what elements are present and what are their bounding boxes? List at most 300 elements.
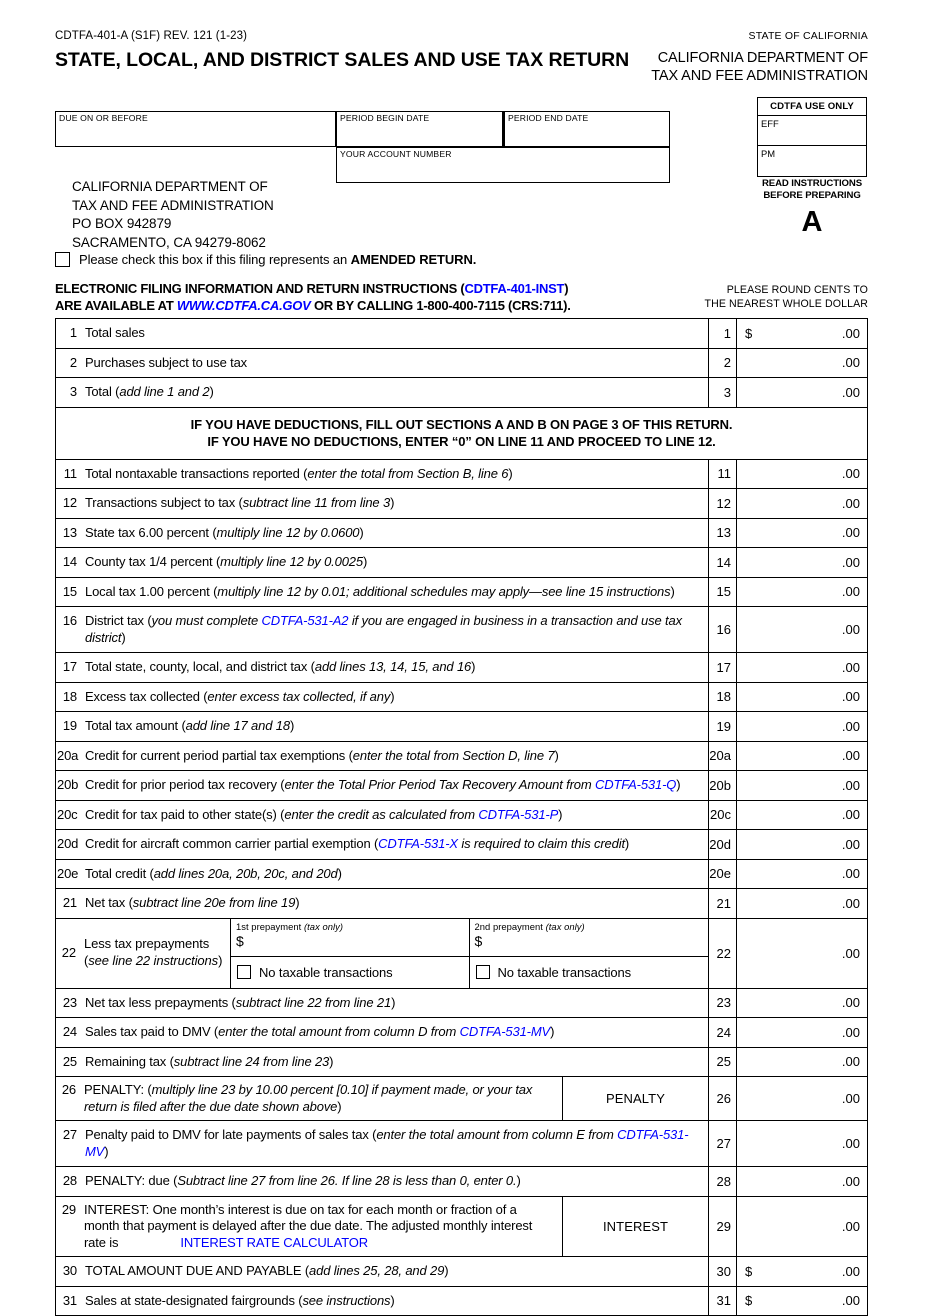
line-20a-label-italic: enter the total from Section D, line 7 xyxy=(352,747,555,763)
table-row-line-27 xyxy=(56,1121,868,1167)
line-23-label-close: ) xyxy=(391,994,396,1010)
line-30-label: TOTAL AMOUNT DUE AND PAYABLE ( xyxy=(85,1263,310,1279)
line-20b-number: 20b xyxy=(57,777,79,793)
efile-line2-text: ARE AVAILABLE AT xyxy=(55,298,177,314)
line-30-description-cell xyxy=(56,1257,709,1287)
prepayment-1-caption: 1st prepayment xyxy=(236,920,304,932)
department-title-line1: CALIFORNIA DEPARTMENT OF xyxy=(657,50,868,66)
line-26-amount-cell[interactable] xyxy=(737,1077,868,1121)
line-20e-number: 20e xyxy=(57,865,79,881)
line-17-number: 17 xyxy=(62,659,77,675)
prepayment-1-dollar-sign: $ xyxy=(236,932,244,949)
line-24-label-close: ) xyxy=(550,1024,555,1040)
line-22-number-col: 22 xyxy=(709,918,737,988)
line-14-label: County tax 1/4 percent ( xyxy=(85,554,221,570)
line-25-amount: .00 xyxy=(841,1054,860,1070)
line-24-description-cell xyxy=(56,1018,709,1048)
line-20c-amount: .00 xyxy=(841,807,860,823)
line-17-label: Total state, county, local, and district tax ( xyxy=(85,659,315,675)
line-13-description-cell xyxy=(56,518,709,548)
line-24-label: Sales tax paid to DMV ( xyxy=(85,1024,219,1040)
line-23-label-italic: subtract line 22 from line 21 xyxy=(235,994,392,1010)
line-19-description-cell xyxy=(56,712,709,742)
line-1-number-col: 1 xyxy=(709,319,737,349)
amended-return-text: Please check this box if this filing represents an xyxy=(79,252,351,267)
line-31-label-close: ) xyxy=(390,1292,395,1308)
line-31-label: Sales at state-designated fairgrounds ( xyxy=(85,1292,303,1308)
line-20a-label: Credit for current period partial tax exemptions ( xyxy=(85,747,353,763)
department-title xyxy=(651,50,868,85)
line-28-amount: .00 xyxy=(841,1173,860,1189)
line-29-label: INTEREST: One month’s interest is due on tax for each month or fraction of a month that payment is delayed after the due date. The adjusted monthly interest rate is xyxy=(84,1201,533,1250)
line-2-amount: .00 xyxy=(841,355,860,371)
return-address-line4: SACRAMENTO, CA 94279-8062 xyxy=(72,234,266,250)
table-row-line-26 xyxy=(56,1077,868,1121)
line-18-number-col: 18 xyxy=(709,682,737,712)
line-15-number-col: 15 xyxy=(709,577,737,607)
line-1-amount-cell[interactable] xyxy=(737,319,868,349)
line-28-label-close: ) xyxy=(516,1173,521,1189)
line-20a-number-col: 20a xyxy=(709,741,737,771)
line-28-label: PENALTY: due ( xyxy=(85,1173,178,1189)
due-on-or-before-field[interactable] xyxy=(55,111,336,147)
line-23-description-cell xyxy=(56,988,709,1018)
read-instructions-line2: BEFORE PREPARING xyxy=(763,189,861,201)
prepayment-1-no-taxable-label: No taxable transactions xyxy=(259,964,393,980)
electronic-filing-note xyxy=(55,280,571,314)
line-20b-amount-cell[interactable] xyxy=(737,771,868,801)
line-26-number: 26 xyxy=(61,1082,76,1098)
line-19-label: Total tax amount ( xyxy=(85,718,186,734)
line-20d-amount: .00 xyxy=(841,836,860,852)
line-19-amount-cell[interactable] xyxy=(737,712,868,742)
line-20c-label-close: ) xyxy=(558,806,563,822)
line-23-number-col: 23 xyxy=(709,988,737,1018)
line-25-label-close: ) xyxy=(329,1053,334,1069)
line-20b-amount: .00 xyxy=(841,777,860,793)
line-11-amount-cell[interactable] xyxy=(737,459,868,489)
amended-return-label xyxy=(79,252,476,267)
line-30-label-italic: add lines 25, 28, and 29 xyxy=(309,1263,445,1279)
line-24-amount-cell[interactable] xyxy=(737,1018,868,1048)
line-20e-amount: .00 xyxy=(841,866,860,882)
cdtfa-531-x-link[interactable]: CDTFA-531-X xyxy=(378,836,458,852)
line-20c-label-italic1: enter the credit as calculated from xyxy=(284,806,479,822)
line-29-amount: .00 xyxy=(841,1218,860,1234)
line-3-number-col: 3 xyxy=(709,378,737,408)
state-of-california-label: STATE OF CALIFORNIA xyxy=(748,30,868,42)
line-28-amount-cell[interactable] xyxy=(737,1167,868,1197)
line-17-amount: .00 xyxy=(841,659,860,675)
line-25-number: 25 xyxy=(62,1053,77,1069)
line-31-label-italic: see instructions xyxy=(302,1292,391,1308)
table-row-line-3 xyxy=(56,378,868,408)
line-3-label: Total ( xyxy=(85,384,120,399)
line-2-number: 2 xyxy=(69,354,77,370)
line-21-label: Net tax ( xyxy=(85,895,133,911)
line-22-label: Less tax prepayments xyxy=(84,936,210,952)
line-14-number-col: 14 xyxy=(709,548,737,578)
amended-return-row xyxy=(55,252,476,267)
line-23-label: Net tax less prepayments ( xyxy=(85,994,236,1010)
round-cents-line2: THE NEAREST WHOLE DOLLAR xyxy=(704,297,868,310)
line-12-label: Transactions subject to tax ( xyxy=(85,495,243,511)
line-19-number-col: 19 xyxy=(709,712,737,742)
line-30-number: 30 xyxy=(62,1263,77,1279)
line-2-amount-cell[interactable] xyxy=(737,348,868,378)
table-row-line-1 xyxy=(56,319,868,349)
prepayment-1-caption-italic: (tax only) xyxy=(303,920,344,932)
line-13-number: 13 xyxy=(62,524,77,540)
table-row-line-11 xyxy=(56,459,868,489)
line-13-label: State tax 6.00 percent ( xyxy=(85,524,217,540)
line-20c-label: Credit for tax paid to other state(s) ( xyxy=(85,806,285,822)
line-19-label-close: ) xyxy=(289,718,295,734)
line-21-amount-cell[interactable] xyxy=(737,889,868,919)
line-12-description-cell xyxy=(56,489,709,519)
tax-computation-table xyxy=(55,318,868,1316)
line-13-number-col: 13 xyxy=(709,518,737,548)
table-row-line-20a xyxy=(56,741,868,771)
line-12-amount: .00 xyxy=(841,495,860,511)
line-11-number-col: 11 xyxy=(709,459,737,489)
prepayment-2-caption-italic: (tax only) xyxy=(545,920,585,932)
line-20b-description-cell xyxy=(56,771,709,801)
line-18-label-italic: enter excess tax collected, if any xyxy=(207,688,391,704)
return-address-line3: PO BOX 942879 xyxy=(72,216,172,232)
line-14-amount-cell[interactable] xyxy=(737,548,868,578)
line-26-number-col: 26 xyxy=(709,1077,737,1121)
line-25-amount-cell[interactable] xyxy=(737,1047,868,1077)
line-23-amount-cell[interactable] xyxy=(737,988,868,1018)
line-2-label: Purchases subject to use tax xyxy=(85,354,248,370)
line-3-label-close: ) xyxy=(209,384,214,399)
table-row-line-23 xyxy=(56,988,868,1018)
line-26-label-italic: multiply line 23 by 10.00 percent [0.10] if payment made, or your tax return is filed after the due date shown above xyxy=(84,1082,533,1114)
line-26-amount: .00 xyxy=(841,1091,860,1107)
cdtfa-531-a2-link[interactable]: CDTFA-531-A2 xyxy=(261,613,349,629)
line-15-label: Local tax 1.00 percent ( xyxy=(85,583,218,599)
line-21-number-col: 21 xyxy=(709,889,737,919)
period-end-date-label: PERIOD END DATE xyxy=(508,113,589,123)
line-20a-amount-cell[interactable] xyxy=(737,741,868,771)
line-20e-amount-cell[interactable] xyxy=(737,859,868,889)
line-31-number-col: 31 xyxy=(709,1286,737,1316)
line-28-number-col: 28 xyxy=(709,1167,737,1197)
table-row-line-20d xyxy=(56,830,868,860)
department-title-line2: TAX AND FEE ADMINISTRATION xyxy=(651,67,868,84)
table-row-line-20e xyxy=(56,859,868,889)
table-row-line-20b xyxy=(56,771,868,801)
line-30-amount: .00 xyxy=(841,1263,860,1279)
line-20d-description-cell xyxy=(56,830,709,860)
line-19-label-italic: add line 17 and 18 xyxy=(185,718,290,734)
prepayment-2-no-taxable-label: No taxable transactions xyxy=(497,964,632,980)
line-25-label: Remaining tax ( xyxy=(85,1053,174,1069)
line-17-label-close: ) xyxy=(471,659,476,675)
line-12-number-col: 12 xyxy=(709,489,737,519)
line-28-label-italic: Subtract line 27 from line 26. If line 28 is less than 0, enter 0. xyxy=(177,1173,517,1189)
line-16-number-col: 16 xyxy=(709,607,737,653)
pm-label: PM xyxy=(761,148,776,159)
line-27-label-italic1: enter the total amount from column E from xyxy=(376,1127,618,1143)
amended-return-bold: AMENDED RETURN. xyxy=(350,252,477,267)
account-number-label: YOUR ACCOUNT NUMBER xyxy=(340,149,452,159)
cdtfa-531-mv-link-24[interactable]: CDTFA-531-MV xyxy=(459,1024,551,1040)
line-18-description-cell xyxy=(56,682,709,712)
prepayment-2-dollar-sign: $ xyxy=(474,932,483,949)
cdtfa-401-inst-link[interactable]: CDTFA-401-INST xyxy=(464,281,565,296)
line-20c-number: 20c xyxy=(57,806,78,822)
table-row-line-19 xyxy=(56,712,868,742)
line-16-amount: .00 xyxy=(841,622,860,638)
line-15-number: 15 xyxy=(62,583,77,599)
line-17-number-col: 17 xyxy=(709,653,737,683)
page-title: STATE, LOCAL, AND DISTRICT SALES AND USE TAX RETURN xyxy=(55,49,630,71)
line-31-amount: .00 xyxy=(841,1293,860,1309)
line-1-label: Total sales xyxy=(85,325,145,340)
interest-tag: INTEREST xyxy=(602,1218,669,1234)
line-22-amount: .00 xyxy=(841,945,860,961)
line-21-description-cell xyxy=(56,889,709,919)
line-3-amount-cell[interactable] xyxy=(737,378,868,408)
account-number-field[interactable] xyxy=(336,147,670,183)
cdtfa-website-link[interactable]: WWW.CDTFA.CA.GOV xyxy=(176,298,311,314)
line-1-amount: .00 xyxy=(841,325,860,341)
return-address-line1: CALIFORNIA DEPARTMENT OF xyxy=(72,179,268,194)
line-30-amount-cell[interactable] xyxy=(737,1257,868,1287)
line-27-label-close: ) xyxy=(104,1143,109,1159)
period-begin-date-label: PERIOD BEGIN DATE xyxy=(340,113,430,123)
line-20e-label-italic: add lines 20a, 20b, 20c, and 20d xyxy=(153,865,338,881)
line-14-label-close: ) xyxy=(362,554,368,570)
prepayment-2-caption: 2nd prepayment xyxy=(474,920,546,932)
line-20d-label-close: ) xyxy=(624,836,630,852)
line-17-amount-cell[interactable] xyxy=(737,653,868,683)
line-21-label-italic: subtract line 20e from line 19 xyxy=(132,895,296,911)
interest-tag-cell xyxy=(563,1197,708,1257)
line-21-amount: .00 xyxy=(841,895,860,911)
table-row-line-12 xyxy=(56,489,868,519)
line-3-number: 3 xyxy=(69,384,77,399)
line-24-label-italic1: enter the total amount from column D from xyxy=(218,1024,460,1040)
line-27-description-cell xyxy=(56,1121,709,1167)
cdtfa-531-p-link[interactable]: CDTFA-531-P xyxy=(478,806,559,822)
line-14-number: 14 xyxy=(62,554,77,570)
line-1-number: 1 xyxy=(69,325,77,340)
line-2-number-col: 2 xyxy=(709,348,737,378)
line-28-description-cell xyxy=(56,1167,709,1197)
line-22-label-italic: see line 22 instructions xyxy=(88,953,219,969)
line-30-number-col: 30 xyxy=(709,1257,737,1287)
line-13-label-close: ) xyxy=(359,524,364,540)
table-row-line-25 xyxy=(56,1047,868,1077)
line-18-label-close: ) xyxy=(390,688,395,704)
line-23-amount: .00 xyxy=(841,995,860,1011)
period-begin-date-field[interactable] xyxy=(336,111,504,147)
line-20d-label-italic2: is required to claim this credit xyxy=(457,836,625,852)
prepayment-2-no-taxable-checkbox[interactable] xyxy=(476,965,490,979)
eff-label: EFF xyxy=(761,118,779,129)
line-15-amount-cell[interactable] xyxy=(737,577,868,607)
return-address-line2: TAX AND FEE ADMINISTRATION xyxy=(72,197,274,213)
line-20c-number-col: 20c xyxy=(709,800,737,830)
line-28-number: 28 xyxy=(62,1173,77,1189)
line-30-label-close: ) xyxy=(444,1263,449,1279)
line-22-number: 22 xyxy=(61,944,76,960)
line-31-dollar-sign: $ xyxy=(745,1293,753,1309)
line-13-amount: .00 xyxy=(841,525,860,541)
read-instructions-note xyxy=(757,178,867,202)
line-20c-description-cell xyxy=(56,800,709,830)
line-31-number: 31 xyxy=(62,1292,77,1308)
table-row-line-14 xyxy=(56,548,868,578)
line-11-label-italic: enter the total from Section B, line 6 xyxy=(307,465,509,481)
line-11-amount: .00 xyxy=(841,466,860,482)
line-25-number-col: 25 xyxy=(709,1047,737,1077)
line-20d-number: 20d xyxy=(57,836,79,852)
line-1-dollar-sign: $ xyxy=(745,325,753,341)
line-24-amount: .00 xyxy=(841,1024,860,1040)
table-row-deduction-banner xyxy=(56,407,868,459)
line-20b-label-close: ) xyxy=(676,777,681,793)
table-row-line-20c xyxy=(56,800,868,830)
line-25-description-cell xyxy=(56,1047,709,1077)
line-30-dollar-sign: $ xyxy=(745,1263,753,1279)
line-20a-description-cell xyxy=(56,741,709,771)
line-22-label-block xyxy=(56,919,231,988)
pm-field[interactable] xyxy=(757,146,867,177)
line-16-label-italic1: you must complete xyxy=(151,613,262,629)
line-20d-label: Credit for aircraft common carrier partial exemption ( xyxy=(85,836,379,852)
line-27-number-col: 27 xyxy=(709,1121,737,1167)
line-20b-number-col: 20b xyxy=(709,771,737,801)
line-15-label-italic: multiply line 12 by 0.01; additional schedules may apply—see line 15 instructions xyxy=(217,583,671,599)
line-17-label-italic: add lines 13, 14, 15, and 16 xyxy=(314,659,472,675)
line-19-amount: .00 xyxy=(841,718,860,734)
interest-rate-calculator-link[interactable]: INTEREST RATE CALCULATOR xyxy=(180,1234,368,1250)
line-3-label-italic: add line 1 and 2 xyxy=(119,384,210,399)
deduction-banner-cell xyxy=(56,407,868,459)
line-20e-label: Total credit ( xyxy=(85,865,154,881)
line-20e-description-cell xyxy=(56,859,709,889)
table-row-line-30 xyxy=(56,1257,868,1287)
cdtfa-531-mv-link-27[interactable]: CDTFA-531-MV xyxy=(85,1127,689,1159)
line-31-description-cell xyxy=(56,1286,709,1316)
line-21-number: 21 xyxy=(62,895,77,911)
line-20a-number: 20a xyxy=(57,747,79,763)
form-header xyxy=(55,30,868,85)
cdtfa-531-q-link[interactable]: CDTFA-531-Q xyxy=(595,777,677,793)
line-18-amount-cell[interactable] xyxy=(737,682,868,712)
eff-field[interactable] xyxy=(757,115,867,146)
line-15-label-close: ) xyxy=(670,583,675,599)
line-29-amount-cell[interactable] xyxy=(737,1196,868,1257)
cdtfa-use-only-title: CDTFA USE ONLY xyxy=(757,97,867,115)
round-cents-note xyxy=(690,284,868,312)
line-21-label-close: ) xyxy=(295,895,300,911)
prepayment-2-no-taxable-row xyxy=(470,957,709,988)
line-25-label-italic: subtract line 24 from line 23 xyxy=(173,1053,330,1069)
line-22-label-paren-close: ) xyxy=(218,953,223,969)
line-20d-amount-cell[interactable] xyxy=(737,830,868,860)
line-16-amount-cell[interactable] xyxy=(737,607,868,653)
read-instructions-line1: READ INSTRUCTIONS xyxy=(761,178,863,189)
line-27-amount-cell[interactable] xyxy=(737,1121,868,1167)
line-12-amount-cell[interactable] xyxy=(737,489,868,519)
line-17-description-cell xyxy=(56,653,709,683)
line-11-label-close: ) xyxy=(508,465,513,481)
line-14-amount: .00 xyxy=(841,554,860,570)
line-16-label-italic2: if you are engaged in business in a transaction and use tax district xyxy=(85,613,682,645)
line-12-label-italic: subtract line 11 from line 3 xyxy=(242,495,391,511)
table-row-line-2 xyxy=(56,348,868,378)
line-26-description-cell xyxy=(56,1077,709,1121)
efile-line1 xyxy=(55,280,571,297)
line-29-number: 29 xyxy=(61,1201,76,1217)
line-20a-label-close: ) xyxy=(554,747,559,763)
prepayment-1-field[interactable] xyxy=(231,919,470,957)
efile-line1-text: ELECTRONIC FILING INFORMATION AND RETURN INSTRUCTIONS ( xyxy=(55,281,465,296)
table-row-line-18 xyxy=(56,682,868,712)
line-18-number: 18 xyxy=(62,688,77,704)
line-16-description-cell xyxy=(56,607,709,653)
efile-line2 xyxy=(55,297,571,314)
table-row-line-15 xyxy=(56,577,868,607)
line-16-number: 16 xyxy=(62,613,77,629)
line-12-label-close: ) xyxy=(390,495,395,511)
prepayment-1-no-taxable-checkbox[interactable] xyxy=(237,965,251,979)
line-11-label: Total nontaxable transactions reported ( xyxy=(85,465,308,481)
line-13-amount-cell[interactable] xyxy=(737,518,868,548)
amended-return-checkbox[interactable] xyxy=(55,252,70,267)
line-15-amount: .00 xyxy=(841,584,860,600)
line-3-description-cell xyxy=(56,378,709,408)
line-27-label: Penalty paid to DMV for late payments of sales tax ( xyxy=(85,1127,377,1143)
table-row-line-13 xyxy=(56,518,868,548)
schedule-letter-a: A xyxy=(801,206,823,238)
line-22-description-cell xyxy=(56,918,709,988)
line-27-number: 27 xyxy=(62,1127,77,1143)
cdtfa-use-only-box xyxy=(757,97,867,177)
line-24-number: 24 xyxy=(62,1024,77,1040)
line-14-label-italic: multiply line 12 by 0.0025 xyxy=(220,554,363,570)
line-20e-label-close: ) xyxy=(337,865,342,881)
line-18-label: Excess tax collected ( xyxy=(85,688,208,704)
line-20a-amount: .00 xyxy=(841,748,860,764)
line-27-amount: .00 xyxy=(841,1136,860,1152)
form-number: CDTFA-401-A (S1F) REV. 121 (1-23) xyxy=(55,30,248,42)
line-13-label-italic: multiply line 12 by 0.0600 xyxy=(216,524,360,540)
table-row-line-17 xyxy=(56,653,868,683)
line-20c-amount-cell[interactable] xyxy=(737,800,868,830)
line-16-label-close: ) xyxy=(121,629,126,645)
line-22-amount-cell[interactable] xyxy=(737,918,868,988)
line-20d-number-col: 20d xyxy=(709,830,737,860)
period-end-date-field[interactable] xyxy=(504,111,670,147)
prepayment-2-field[interactable] xyxy=(470,919,709,957)
table-row-line-21 xyxy=(56,889,868,919)
line-20b-label: Credit for prior period tax recovery ( xyxy=(85,777,285,793)
line-24-number-col: 24 xyxy=(709,1018,737,1048)
line-15-description-cell xyxy=(56,577,709,607)
line-26-label: PENALTY: ( xyxy=(84,1082,152,1098)
line-31-amount-cell[interactable] xyxy=(737,1286,868,1316)
penalty-tag-cell xyxy=(563,1077,708,1120)
line-18-amount: .00 xyxy=(841,689,860,705)
round-cents-line1: PLEASE ROUND CENTS TO xyxy=(726,284,868,296)
efile-line2-close: OR BY CALLING 1-800-400-7115 (CRS:711). xyxy=(310,298,571,314)
